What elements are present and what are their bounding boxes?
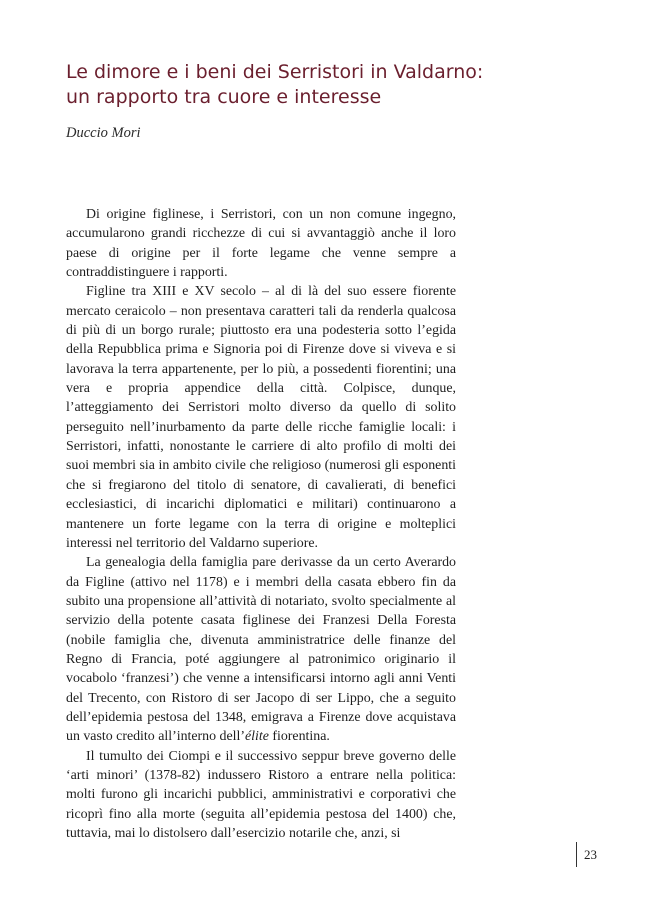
paragraph-3 [66, 553, 456, 746]
article-title [66, 60, 526, 110]
paragraph-4: Il tumulto dei Ciompi e il successivo seppur breve governo delle ‘arti minori’ (1378-82) indussero Ristoro a entrare nella politica: molti furono gli incarichi pubblici, amministrativi e corporativi che ricoprì fino alla morte (seguita all’epidemia pestosa del 1400) che, tuttavia, mai lo distolsero dall’esercizio notarile che, anzi, si [66, 748, 456, 841]
paragraph-3-text-before: La genealogia della famiglia pare derivasse da un certo Averardo da Figline (attivo nel 1178) e i membri della casata ebbero fin da subito una propensione all’attività di notariato, svolto specialmente al servizio della potente casata figlinese dei Franzesi Della Foresta (nobile famiglia che, divenuta amministratrice delle finanze del Regno di Francia, poté aggiungere al patronimico originario il vocabolo ‘franzesi’) che venne a intensificarsi intorno agli anni Venti del Trecento, con Ristoro di ser Jacopo di ser Lippo, che a seguito dell’epidemia pestosa del 1348, emigrava a Firenze dove acquistava un vasto credito all’interno dell’ [66, 555, 456, 745]
article-body [66, 205, 456, 843]
paragraph-1: Di origine figlinese, i Serristori, con un non comune ingegno, accumularono grandi ricchezze di cui si avvantaggiò anche il loro paese di origine per il forte legame che venne sempre a contraddistinguere i rapporti. [66, 207, 456, 281]
page-number-rule [576, 842, 577, 867]
paragraph-3-text-after: fiorentina. [268, 729, 330, 745]
paragraph-2: Figline tra XIII e XV secolo – al di là del suo essere fiorente mercato ceraicolo – non presentava caratteri tali da renderla qualcosa di più di un borgo rurale; piuttosto era una podesteria sotto l’egida della Repubblica prima e Signoria poi di Firenze dove si viveva e si lavorava la terra appartenente, per lo più, a possedenti fiorentini; una vera e propria appendice della città. Colpisce, dunque, l’atteggiamento dei Serristori molto diverso da quello di solito perseguito nell’inurbamento da parte delle ricche famiglie locali: i Serristori, infatti, nonostante le carriere di alto profilo di molti dei suoi membri sia in ambito civile che religioso (numerosi gli esponenti che si fregiarono del titolo di senatore, di cavalierati, di benefici ecclesiastici, di incarichi diplomatici e militari) continuarono a mantenere un forte legame con la terra di origine e molteplici interessi nel territorio del Valdarno superiore. [66, 284, 456, 551]
author-name: Duccio Mori [66, 125, 141, 141]
page-number: 23 [584, 847, 597, 862]
article-title-line-2: un rapporto tra cuore e interesse [66, 86, 382, 108]
paragraph-3-italic-term: élite [244, 729, 269, 745]
article-title-line-1: Le dimore e i beni dei Serristori in Valdarno: [66, 61, 484, 83]
